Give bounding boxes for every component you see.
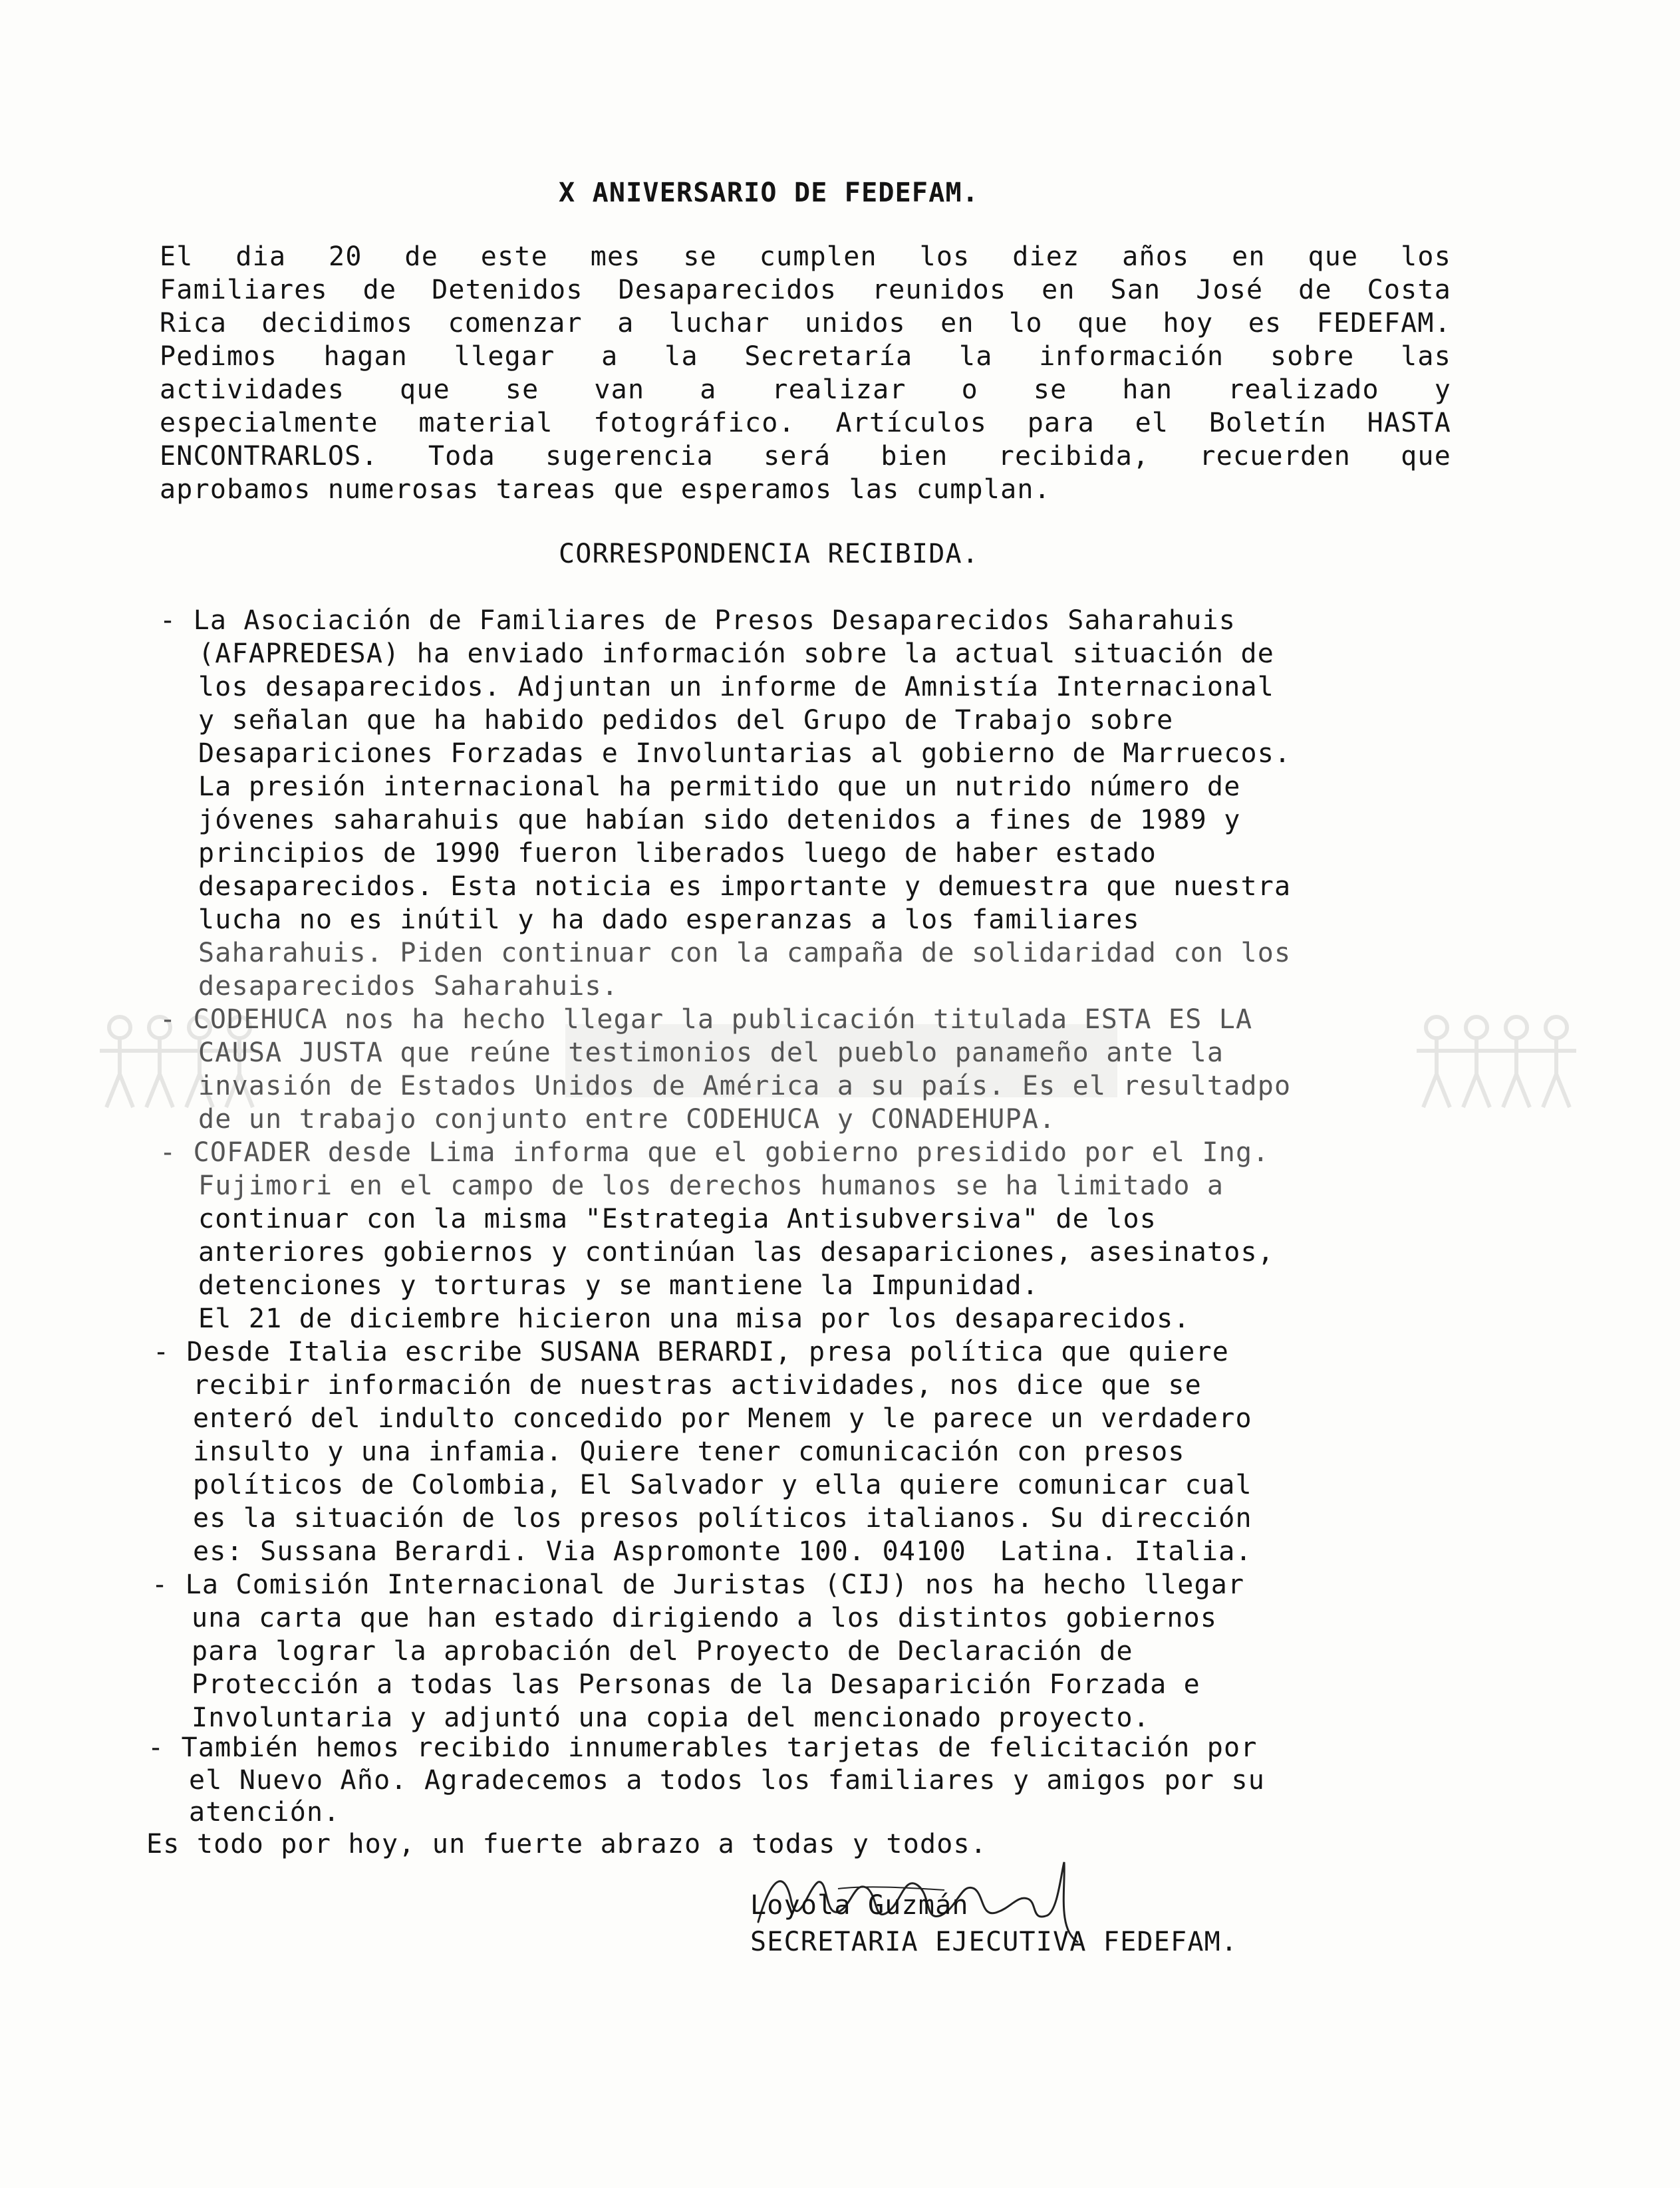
document-title: X ANIVERSARIO DE FEDEFAM.	[559, 178, 980, 208]
intro-line: Familiares de Detenidos Desaparecidos reunidos en San José de Costa	[160, 275, 1451, 305]
item-line: CAUSA JUSTA que reúne testimonios del pueblo panameño ante la	[198, 1037, 1224, 1068]
item-line: Fujimori en el campo de los derechos humanos se ha limitado a	[198, 1170, 1224, 1201]
item-line: el Nuevo Año. Agradecemos a todos los familiares y amigos por su	[189, 1765, 1266, 1796]
item-line: principios de 1990 fueron liberados luego de haber estado	[198, 838, 1157, 869]
item-line: de un trabajo conjunto entre CODEHUCA y CONADEHUPA.	[198, 1104, 1056, 1135]
item-line: insulto y una infamia. Quiere tener comunicación con presos	[193, 1436, 1185, 1467]
item-line: es la situación de los presos políticos italianos. Su dirección	[193, 1503, 1252, 1534]
item-line: - La Comisión Internacional de Juristas (CIJ) nos ha hecho llegar	[152, 1570, 1245, 1600]
item-line: La presión internacional ha permitido que un nutrido número de	[198, 771, 1241, 802]
item-line: desaparecidos Saharahuis.	[198, 971, 619, 1002]
item-line: enteró del indulto concedido por Menem y le parece un verdadero	[193, 1403, 1252, 1434]
intro-line: Rica decidimos comenzar a luchar unidos en lo que hoy es FEDEFAM.	[160, 308, 1451, 339]
intro-line: aprobamos numerosas tareas que esperamos las cumplan.	[160, 474, 1051, 505]
item-line: una carta que han estado dirigiendo a los distintos gobiernos	[192, 1603, 1218, 1633]
intro-line: ENCONTRARLOS. Toda sugerencia será bien recibida, recuerden que	[160, 441, 1451, 472]
signatory-title: SECRETARIA EJECUTIVA FEDEFAM.	[750, 1927, 1238, 1957]
item-line: Involuntaria y adjuntó una copia del mencionado proyecto.	[192, 1703, 1151, 1733]
item-line: los desaparecidos. Adjuntan un informe de Amnistía Internacional	[198, 672, 1275, 702]
item-line: recibir información de nuestras actividades, nos dice que se	[193, 1370, 1202, 1401]
item-line: detenciones y torturas y se mantiene la Impunidad.	[198, 1270, 1040, 1301]
item-line: es: Sussana Berardi. Via Aspromonte 100. 04100 Latina. Italia.	[193, 1536, 1252, 1567]
item-line: y señalan que ha habido pedidos del Grupo de Trabajo sobre	[198, 705, 1174, 736]
item-line: - La Asociación de Familiares de Presos Desaparecidos Saharahuis	[160, 605, 1236, 636]
item-line: invasión de Estados Unidos de América a su país. Es el resultadpo	[198, 1071, 1292, 1101]
signatory-name: Loyola Guzmán	[750, 1890, 969, 1921]
item-line: - CODEHUCA nos ha hecho llegar la publicación titulada ESTA ES LA	[160, 1004, 1253, 1035]
intro-line: especialmente material fotográfico. Artículos para el Boletín HASTA	[160, 408, 1451, 438]
item-line: El 21 de diciembre hicieron una misa por los desaparecidos.	[198, 1303, 1190, 1334]
intro-line: actividades que se van a realizar o se han realizado y	[160, 374, 1451, 405]
item-line: desaparecidos. Esta noticia es importante y demuestra que nuestra	[198, 871, 1292, 902]
intro-line: El dia 20 de este mes se cumplen los diez años en que los	[160, 241, 1451, 272]
closing-line: Es todo por hoy, un fuerte abrazo a todas y todos.	[146, 1829, 988, 1859]
item-line: - Desde Italia escribe SUSANA BERARDI, presa política que quiere	[153, 1337, 1230, 1367]
intro-line: Pedimos hagan llegar a la Secretaría la información sobre las	[160, 341, 1451, 372]
item-line: anteriores gobiernos y continúan las desapariciones, asesinatos,	[198, 1237, 1275, 1268]
item-line: políticos de Colombia, El Salvador y ella quiere comunicar cual	[193, 1470, 1252, 1500]
item-line: continuar con la misma "Estrategia Antisubversiva" de los	[198, 1204, 1157, 1234]
item-line: atención.	[189, 1797, 341, 1828]
item-line: Saharahuis. Piden continuar con la campaña de solidaridad con los	[198, 938, 1292, 968]
item-line: Desapariciones Forzadas e Involuntarias al gobierno de Marruecos.	[198, 738, 1292, 769]
item-line: lucha no es inútil y ha dado esperanzas a los familiares	[198, 904, 1140, 935]
item-line: para lograr la aprobación del Proyecto de Declaración de	[192, 1636, 1133, 1667]
section-title: CORRESPONDENCIA RECIBIDA.	[559, 539, 980, 569]
item-line: Protección a todas las Personas de la Desaparición Forzada e	[192, 1669, 1200, 1700]
item-line: - COFADER desde Lima informa que el gobierno presidido por el Ing.	[160, 1137, 1270, 1168]
item-line: (AFAPREDESA) ha enviado información sobre la actual situación de	[198, 638, 1275, 669]
item-line: - También hemos recibido innumerables tarjetas de felicitación por	[148, 1732, 1258, 1763]
item-line: jóvenes saharahuis que habían sido detenidos a fines de 1989 y	[198, 805, 1241, 835]
